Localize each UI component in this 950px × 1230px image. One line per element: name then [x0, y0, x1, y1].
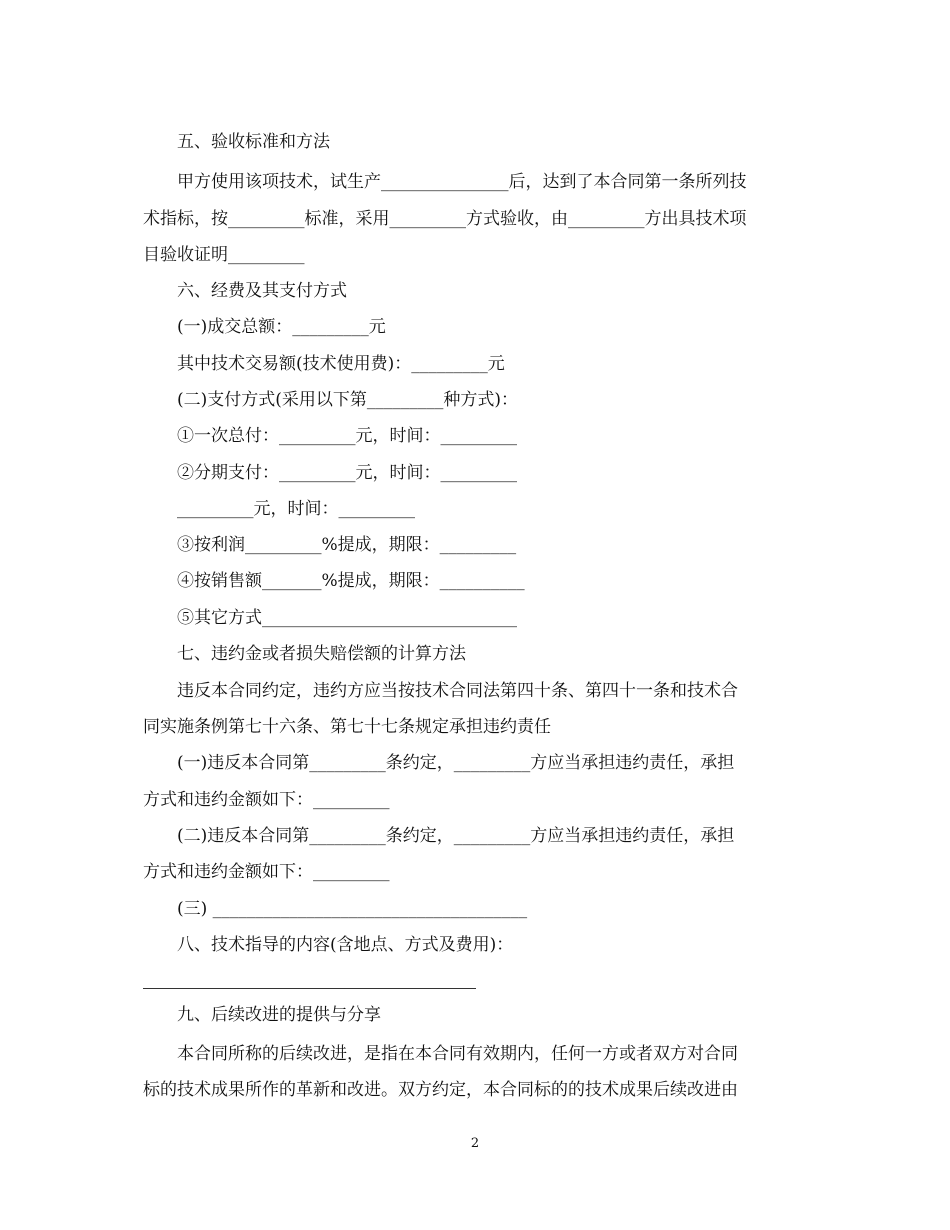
paragraph-line: 术指标，按_________标准，采用_________方式验收，由_________方出具技术项 — [143, 209, 747, 229]
paragraph-line: 其中技术交易额(技术使用费)：_________元 — [177, 354, 505, 374]
paragraph-line: (二)支付方式(采用以下第_________种方式)： — [177, 390, 519, 410]
paragraph-line: ③按利润_________%提成，期限：_________ — [177, 535, 517, 555]
paragraph-line: ④按销售额_______%提成，期限：__________ — [177, 571, 525, 591]
paragraph-line: 标的技术成果所作的革新和改进。双方约定，本合同标的的技术成果后续改进由 — [143, 1080, 738, 1100]
paragraph-line: (二)违反本合同第_________条约定，_________方应当承担违约责任，承担 — [177, 826, 735, 846]
page-number: 2 — [470, 1136, 480, 1151]
section-7-heading: 七、违约金或者损失赔偿额的计算方法 — [177, 644, 466, 664]
section-9-heading: 九、后续改进的提供与分享 — [177, 1005, 381, 1025]
paragraph-line: ⑤其它方式______________________________ — [177, 608, 517, 628]
paragraph-line: (三) _____________________________________ — [177, 899, 528, 919]
section-6-heading: 六、经费及其支付方式 — [177, 281, 347, 301]
paragraph-line: 方式和违约金额如下：_________ — [143, 790, 390, 810]
paragraph-line: 同实施条例第七十六条、第七十七条规定承担违约责任 — [143, 717, 551, 737]
paragraph-line: 方式和违约金额如下：_________ — [143, 862, 390, 882]
paragraph-line: _________元，时间：_________ — [177, 499, 415, 519]
paragraph-line: 甲方使用该项技术，试生产_______________后，达到了本合同第一条所列技 — [177, 172, 747, 192]
paragraph-line: (一)成交总额：_________元 — [177, 317, 386, 337]
paragraph-line: ①一次总付：_________元，时间：_________ — [177, 426, 517, 446]
paragraph-line: (一)违反本合同第_________条约定，_________方应当承担违约责任，承担 — [177, 753, 735, 773]
paragraph-line: 本合同所称的后续改进，是指在本合同有效期内，任何一方或者双方对合同 — [177, 1044, 738, 1064]
paragraph-line: 违反本合同约定，违约方应当按技术合同法第四十条、第四十一条和技术合 — [177, 681, 738, 701]
paragraph-line: 目验收证明_________ — [143, 245, 305, 265]
section-5-heading: 五、验收标准和方法 — [177, 132, 330, 152]
blank-fill-line — [143, 988, 476, 989]
section-8-heading: 八、技术指导的内容(含地点、方式及费用)： — [177, 935, 514, 955]
paragraph-line: ②分期支付：_________元，时间：_________ — [177, 463, 517, 483]
